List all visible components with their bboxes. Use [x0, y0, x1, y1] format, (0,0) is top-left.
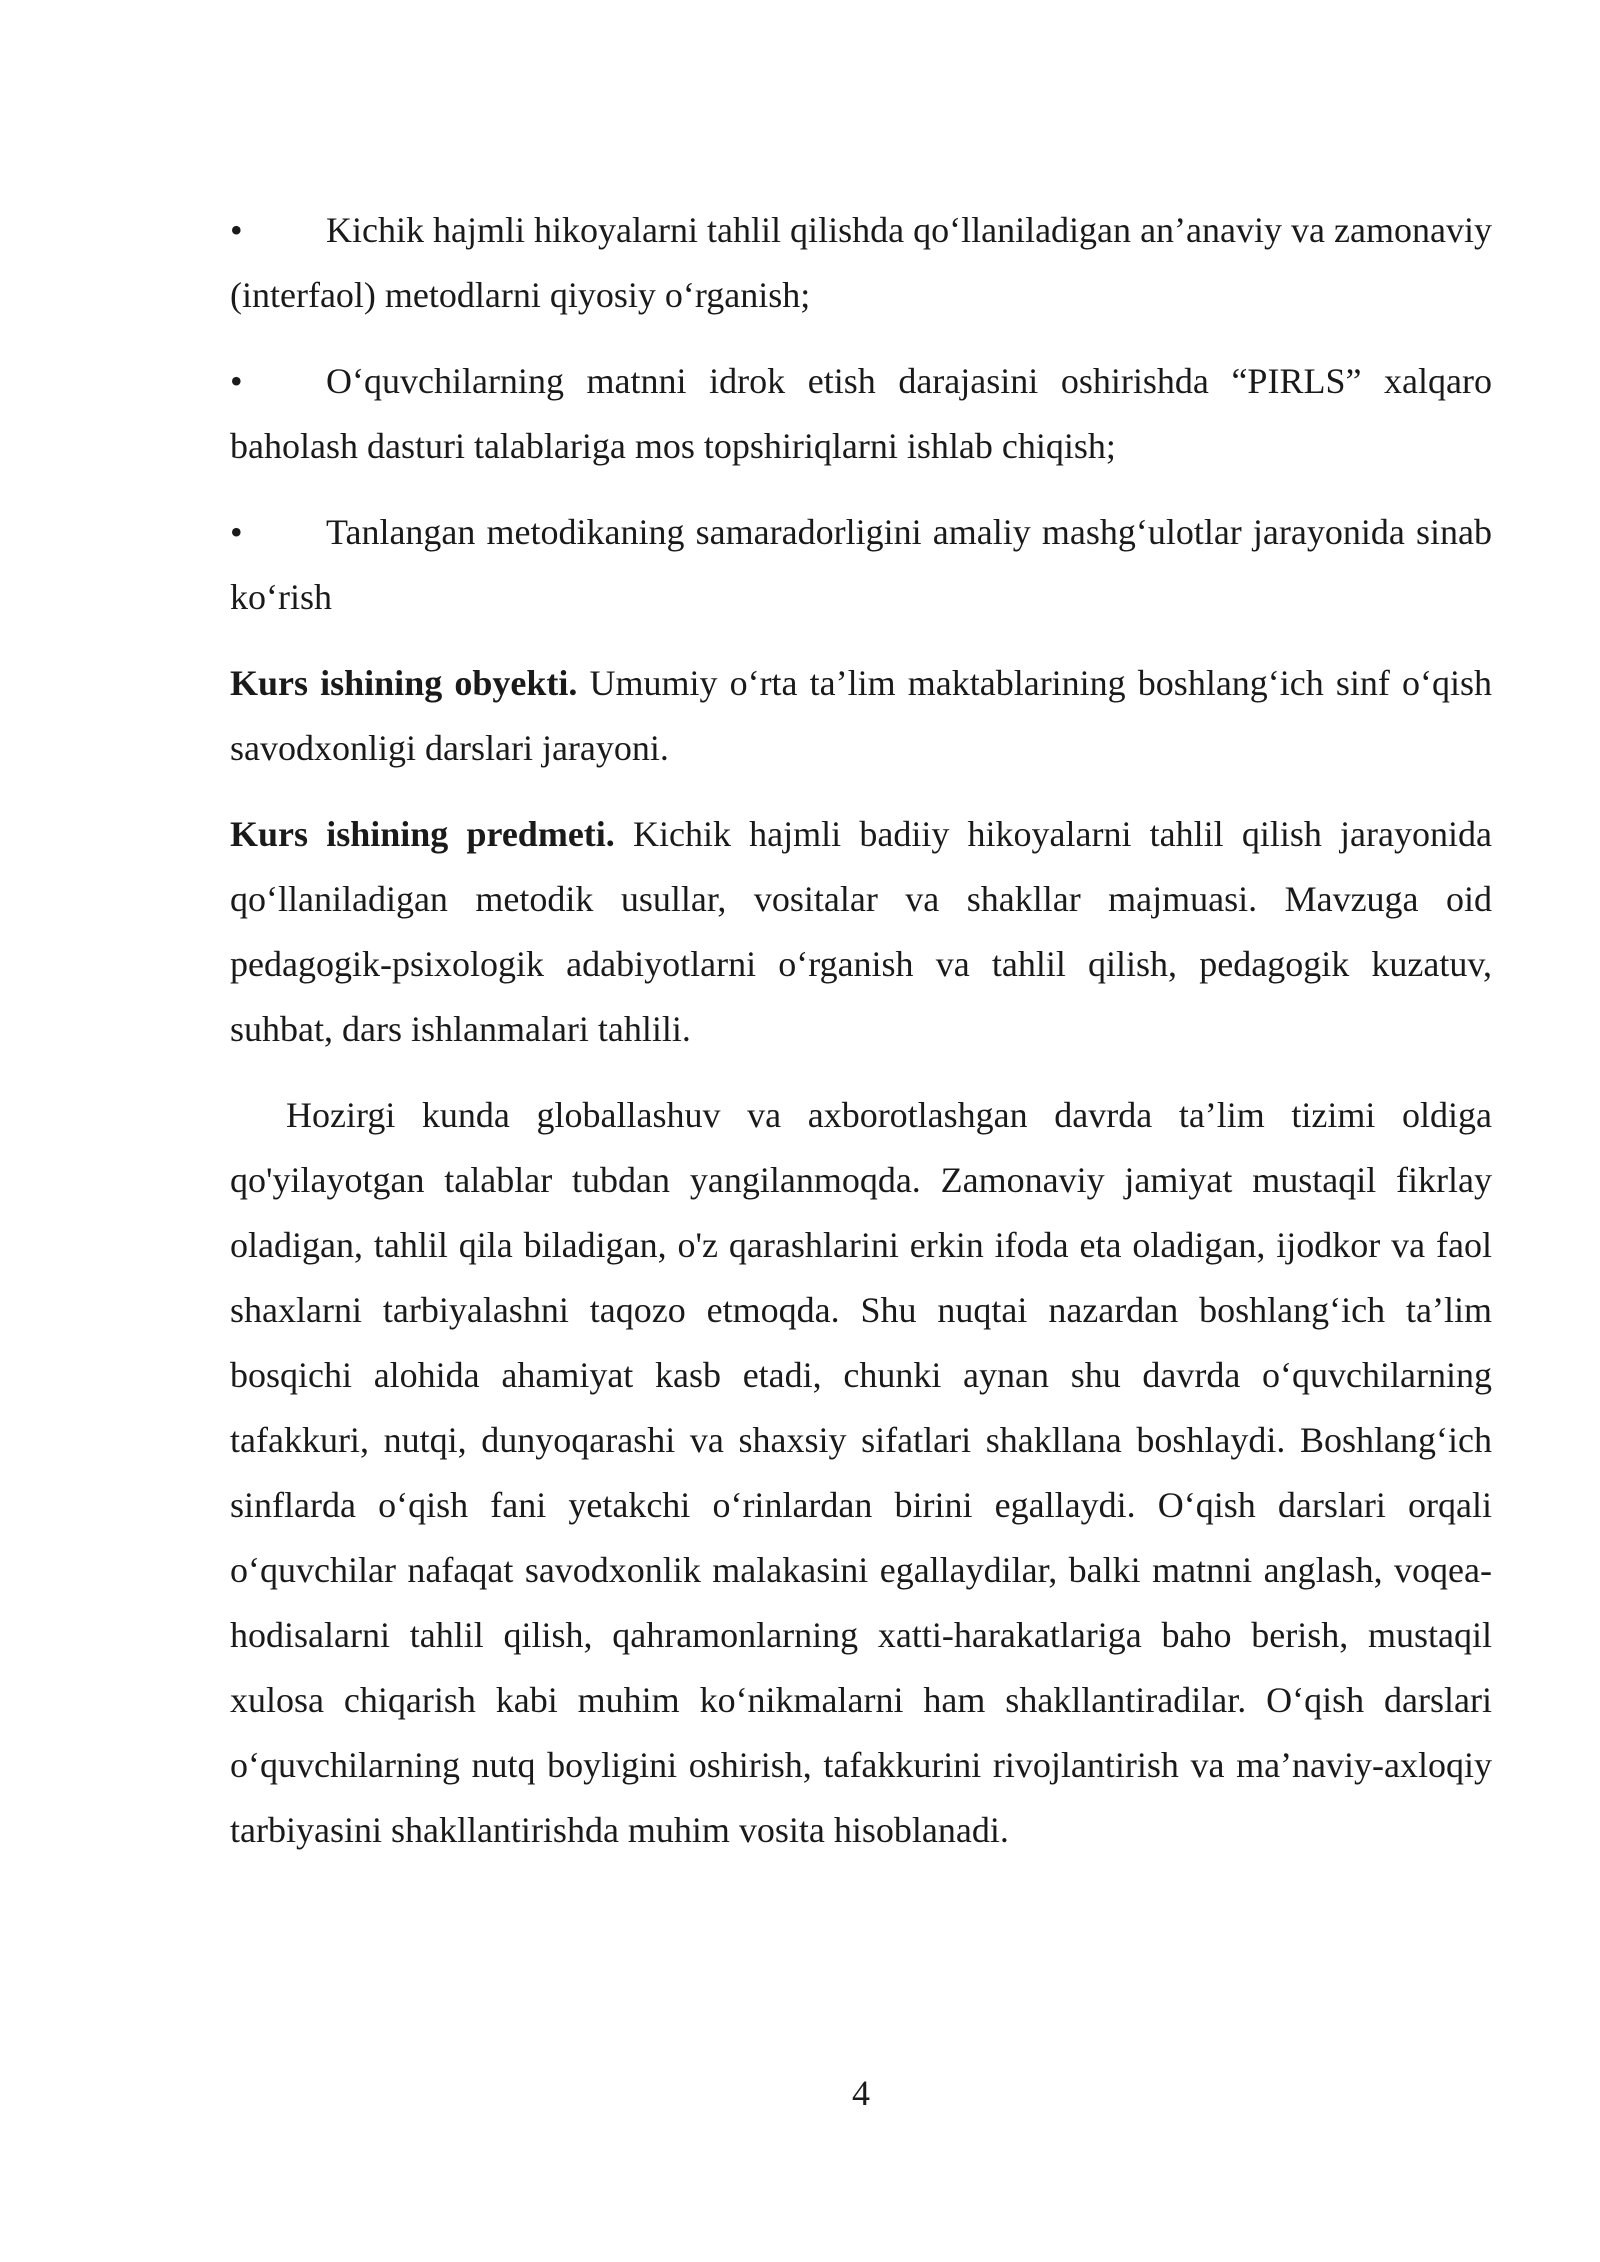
- bullet-text: Tanlangan metodikaning samaradorligini amaliy mashg‘ulotlar jarayonida sinab ko‘rish: [230, 512, 1492, 617]
- course-subject-paragraph: [230, 802, 1492, 1062]
- bullet-text: Kichik hajmli hikoyalarni tahlil qilishda qo‘llaniladigan an’anaviy va zamonaviy (interfaol) metodlarni qiyosiy o‘rganish;: [230, 210, 1492, 315]
- course-object-text: Umumiy o‘rta ta’lim maktablarining boshlang‘ich sinf o‘qish savodxonligi darslari jarayoni.: [230, 663, 1492, 768]
- bullet-icon: •: [230, 512, 243, 552]
- course-object-label: Kurs ishining obyekti.: [230, 663, 578, 703]
- course-subject-label: Kurs ishining predmeti.: [230, 814, 615, 854]
- bullet-item-1: [230, 198, 1492, 328]
- page-number: 4: [852, 2073, 870, 2113]
- main-paragraph: Hozirgi kunda globallashuv va axborotlashgan davrda ta’lim tizimi oldiga qo'yilayotgan talablar tubdan yangilanmoqda. Zamonaviy jamiyat mustaqil fikrlay oladigan, tahlil qila biladigan, o'z qarashlarini erkin ifoda eta oladigan, ijodkor va faol shaxlarni tarbiyalashni taqozo etmoqda. Shu nuqtai nazardan boshlang‘ich ta’lim bosqichi alohida ahamiyat kasb etadi, chunki aynan shu davrda o‘quvchilarning tafakkuri, nutqi, dunyoqarashi va shaxsiy sifatlari shakllana boshlaydi. Boshlang‘ich sinflarda o‘qish fani yetakchi o‘rinlardan birini egallaydi. O‘qish darslari orqali o‘quvchilar nafaqat savodxonlik malakasini egallaydilar, balki matnni anglash, voqea-hodisalarni tahlil qilish, qahramonlarning xatti-harakatlariga baho berish, mustaqil xulosa chiqarish kabi muhim ko‘nikmalarni ham shakllantiradilar. O‘qish darslari o‘quvchilarning nutq boyligini oshirish, tafakkurini rivojlantirish va ma’naviy-axloqiy tarbiyasini shakllantirishda muhim vosita hisoblanadi.: [230, 1095, 1492, 1850]
- bullet-icon: •: [230, 361, 243, 401]
- course-subject-text: Kichik hajmli badiiy hikoyalarni tahlil qilish jarayonida qo‘llaniladigan metodik usullar, vositalar va shakllar majmuasi. Mavzuga oid pedagogik-psixologik adabiyotlarni o‘rganish va tahlil qilish, pedagogik kuzatuv, suhbat, dars ishlanmalari tahlili.: [230, 814, 1492, 1049]
- bullet-text: O‘quvchilarning matnni idrok etish darajasini oshirishda “PIRLS” xalqaro baholash dasturi talablariga mos topshiriqlarni ishlab chiqish;: [230, 361, 1492, 466]
- bullet-item-3: [230, 500, 1492, 630]
- course-object-paragraph: [230, 651, 1492, 781]
- page-body: [230, 198, 1492, 1884]
- bullet-icon: •: [230, 210, 243, 250]
- bullet-item-2: [230, 349, 1492, 479]
